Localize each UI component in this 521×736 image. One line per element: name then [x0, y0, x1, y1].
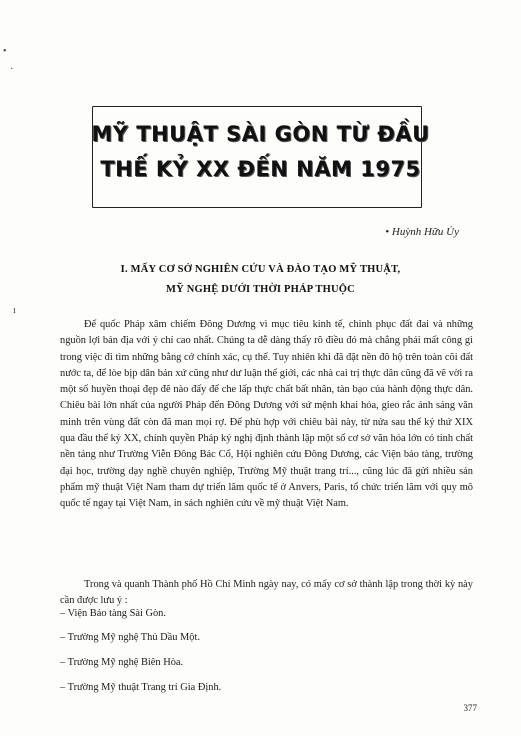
- section-heading-line-2: MỸ NGHỆ DƯỚI THỜI PHÁP THUỘC: [166, 284, 355, 295]
- scan-mark: ı: [13, 305, 16, 316]
- list-item: – Trường Mỹ nghệ Thủ Dầu Một.: [60, 632, 200, 643]
- section-heading-line-1: I. MẤY CƠ SỞ NGHIÊN CỨU VÀ ĐÀO TẠO MỸ THUẬT,: [120, 264, 401, 275]
- title-line-2: THẾ KỶ XX ĐẾN NĂM 1975: [100, 157, 421, 181]
- list-item: – Trường Mỹ thuật Trang trí Gia Định.: [60, 682, 222, 693]
- page-number: 377: [463, 703, 477, 713]
- scan-mark: ·: [10, 64, 14, 75]
- scan-mark: •: [3, 46, 7, 57]
- paragraph: Trong và quanh Thành phố Hồ Chí Minh ngày nay, có mấy cơ sở thành lập trong thời kỳ này cần được lưu ý :: [60, 579, 473, 607]
- author-name: • Huỳnh Hữu Ủy: [385, 226, 459, 238]
- paragraph: Đế quốc Pháp xâm chiếm Đông Dương vì mục tiêu kinh tế, chinh phục đất đai và những nguồn lợi bản địa với ý chí cao nhất. Chúng ta dễ dàng thấy rõ điều đó mà chẳng phải mất công gì trong việc đi tìm những bằng cớ chính xác, cụ thể. Tuy nhiên khi đã đặt nền đô hộ trên toàn cõi đất nước ta, để lòe bịp dân bản xứ cũng như dư luận thế giới, các nhà cai trị thực dân cũng đã vẽ vời ra một số huyền thoại đẹp đẽ nào đấy để che lấp thực chất bất nhân, tàn bạo của hành động thực dân. Chiêu bài lớn nhất của người Pháp đến Đông Dương với sứ mệnh khai hóa, gieo rắc ánh sáng văn minh trên vùng đất còn đã man mọi rợ. Để phù hợp với chiêu bài này, từ nửa sau thế kỷ thứ XIX qua đầu thế kỷ XX, chính quyền Pháp ký nghị định thành lập một số cơ sở văn hóa lớn có tính chất nền tảng như Trường Viễn Đông Bác Cổ, Hội nghiên cứu Đông Dương, các Viện bảo tàng, trường đại học, trường dạy nghề chuyên nghiệp, Trường Mỹ thuật trang trí..., cũng lúc đã gửi nhiều sản phẩm mỹ thuật Việt Nam tham dự triển lãm quốc tế ở Anvers, Paris, tổ chức triển lãm với quy mô quốc tế ngay tại Việt Nam, in sách nghiên cứu về mỹ thuật Việt Nam.: [60, 319, 473, 510]
- list-item: – Viện Bảo tàng Sài Gòn.: [60, 608, 166, 619]
- title-line-1: MỸ THUẬT SÀI GÒN TỪ ĐẦU: [91, 122, 430, 146]
- list-item: – Trường Mỹ nghệ Biên Hòa.: [60, 657, 184, 668]
